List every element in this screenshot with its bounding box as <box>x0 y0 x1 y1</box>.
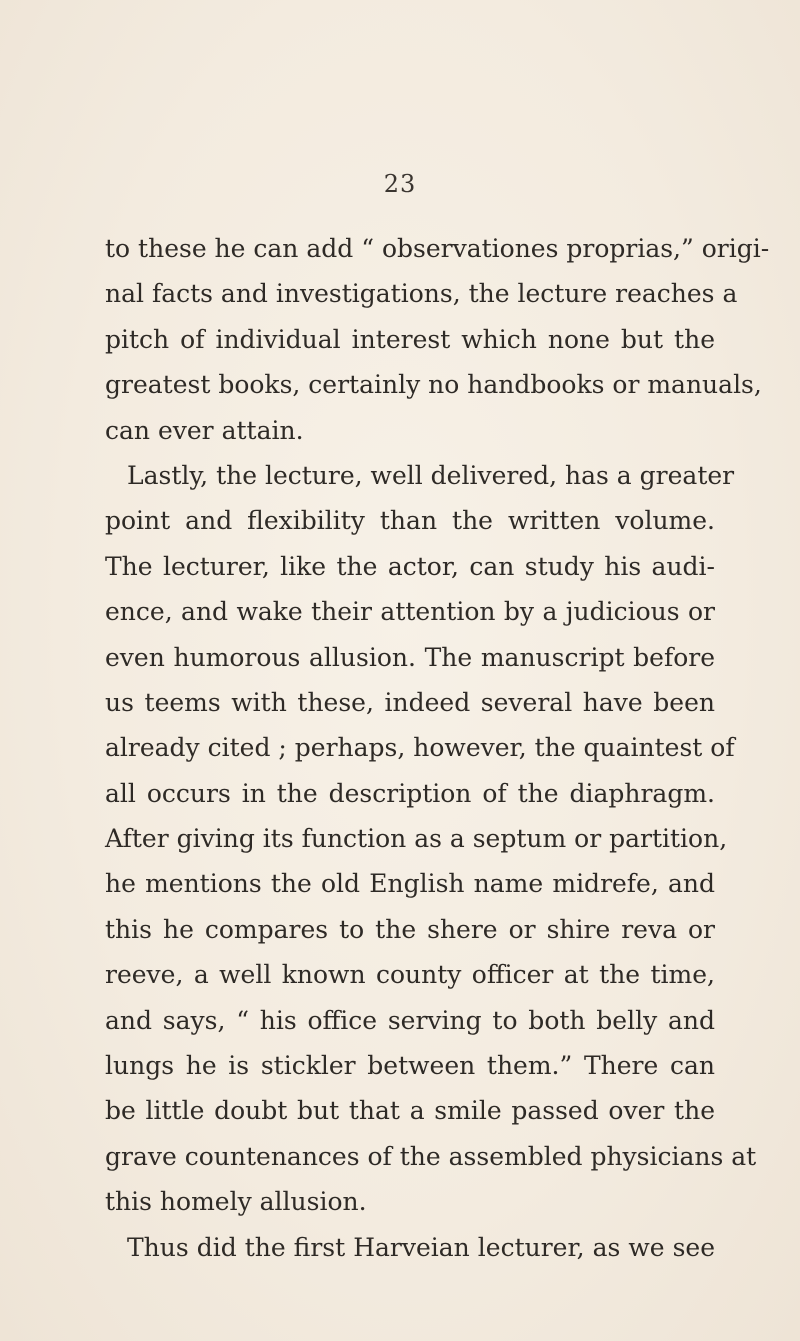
text-line: lungs he is stickler between them.” There can <box>105 1051 715 1081</box>
text-line: The lecturer, like the actor, can study his audi- <box>105 551 715 581</box>
text-line: all occurs in the description of the diaphragm. <box>105 778 715 808</box>
body-text <box>105 234 770 1279</box>
text-line: be little doubt but that a smile passed over the <box>105 1096 715 1126</box>
text-line: grave countenances of the assembled physicians at <box>105 1141 757 1171</box>
text-line: nal facts and investigations, the lecture reaches a <box>105 279 738 309</box>
text-line: and says, “ his office serving to both belly and <box>105 1005 715 1035</box>
text-line: reeve, a well known county officer at the time, <box>105 960 715 990</box>
text-line: even humorous allusion. The manuscript before <box>105 642 715 672</box>
text-line: already cited ; perhaps, however, the quaintest of <box>105 733 735 763</box>
text-line: this homely allusion. <box>105 1187 367 1217</box>
text-line: pitch of individual interest which none but the <box>105 324 715 354</box>
text-line: Thus did the first Harveian lecturer, as we see <box>127 1232 715 1262</box>
text-line: to these he can add “ observationes proprias,” origi- <box>105 234 770 263</box>
text-line: Lastly, the lecture, well delivered, has a greater <box>127 460 735 490</box>
text-line: can ever attain. <box>105 415 304 445</box>
text-line: After giving its function as a septum or partition, <box>105 824 728 854</box>
text-line: he mentions the old English name midrefe, and <box>105 869 715 899</box>
text-line: ence, and wake their attention by a judicious or <box>105 597 715 627</box>
text-line: point and flexibility than the written volume. <box>105 506 715 536</box>
text-line: greatest books, certainly no handbooks or manuals, <box>105 370 762 400</box>
page-number: 23 <box>383 170 417 198</box>
text-line: us teems with these, indeed several have been <box>105 687 715 717</box>
text-line: this he compares to the shere or shire reva or <box>105 914 715 944</box>
